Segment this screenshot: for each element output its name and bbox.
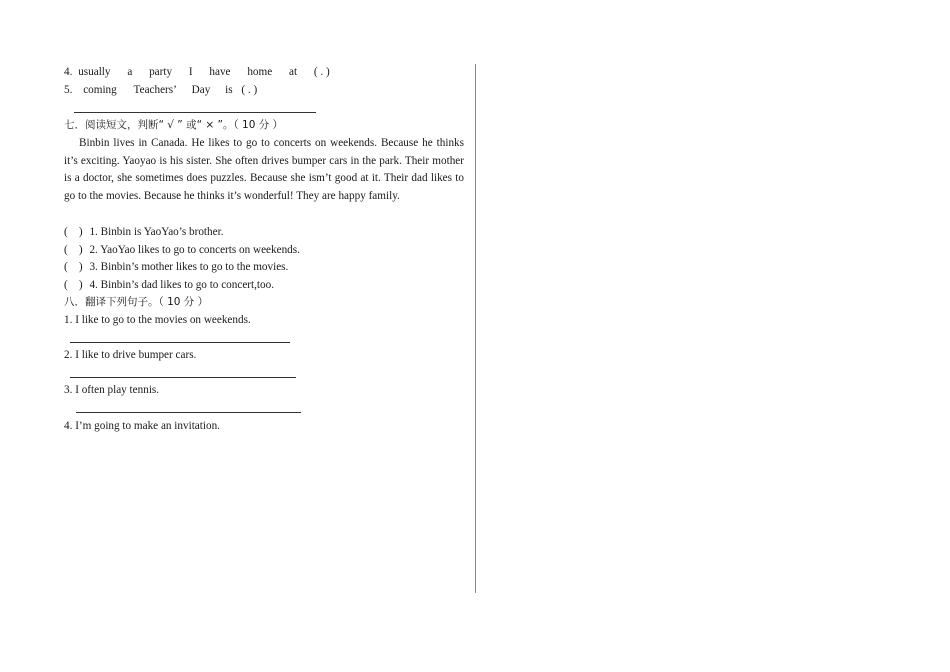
question-number: 4. [64, 66, 73, 78]
judge-item-text: 1. Binbin is YaoYao’s brother. [89, 226, 224, 238]
word: coming [83, 84, 117, 96]
word: is [225, 84, 233, 96]
judge-item-2 [64, 242, 300, 259]
word: Day [191, 84, 211, 96]
answer-bracket: ( ) [64, 244, 83, 256]
judge-item-3 [64, 259, 288, 276]
answer-bracket: ( ) [64, 279, 83, 291]
judge-item-text: 4. Binbin’s dad likes to go to concert,too. [89, 279, 275, 291]
scramble-question-4 [64, 64, 330, 81]
word: party [149, 66, 173, 78]
answer-line [70, 342, 290, 343]
translate-item-4: 4. I’m going to make an invitation. [64, 420, 220, 432]
translate-item-3: 3. I often play tennis. [64, 384, 160, 396]
word: have [209, 66, 231, 78]
section-8-title: 八．翻译下列句子。（ 10 分 ） [64, 296, 209, 308]
scramble-question-5 [64, 82, 257, 99]
judge-item-text: 3. Binbin’s mother likes to go to the movies. [89, 261, 289, 273]
question-number: 5. [64, 84, 73, 96]
answer-bracket: ( . ) [241, 84, 258, 96]
answer-line [76, 412, 301, 413]
column-divider [475, 64, 476, 593]
word: usually [78, 66, 111, 78]
answer-line [70, 377, 296, 378]
answer-bracket: ( . ) [313, 66, 330, 78]
word: I [188, 66, 193, 78]
judge-item-4 [64, 277, 274, 294]
word: home [247, 66, 273, 78]
judge-item-1 [64, 224, 224, 241]
answer-bracket: ( ) [64, 226, 83, 238]
word: a [127, 66, 133, 78]
reading-passage: Binbin lives in Canada. He likes to go to concerts on weekends. Because he thinks it’s exciting. Yaoyao is his sister. She often drives bumper cars in the park. Their mother is a doctor, she sometimes does puzzles. Because she ism’t good at it. Their dad likes to go to the movies. Because he thinks it’s wonderful! They are happy family. [64, 137, 464, 202]
answer-bracket: ( ) [64, 261, 83, 273]
word: Teachers’ [133, 84, 177, 96]
translate-item-2: 2. I like to drive bumper cars. [64, 349, 197, 361]
answer-line [74, 112, 316, 113]
translate-item-1: 1. I like to go to the movies on weekends. [64, 314, 251, 326]
section-7-title: 七．阅读短文，判断“ √ ” 或“ × ”。（ 10 分 ） [64, 119, 284, 131]
judge-item-text: 2. YaoYao likes to go to concerts on weekends. [89, 244, 300, 256]
word: at [288, 66, 298, 78]
